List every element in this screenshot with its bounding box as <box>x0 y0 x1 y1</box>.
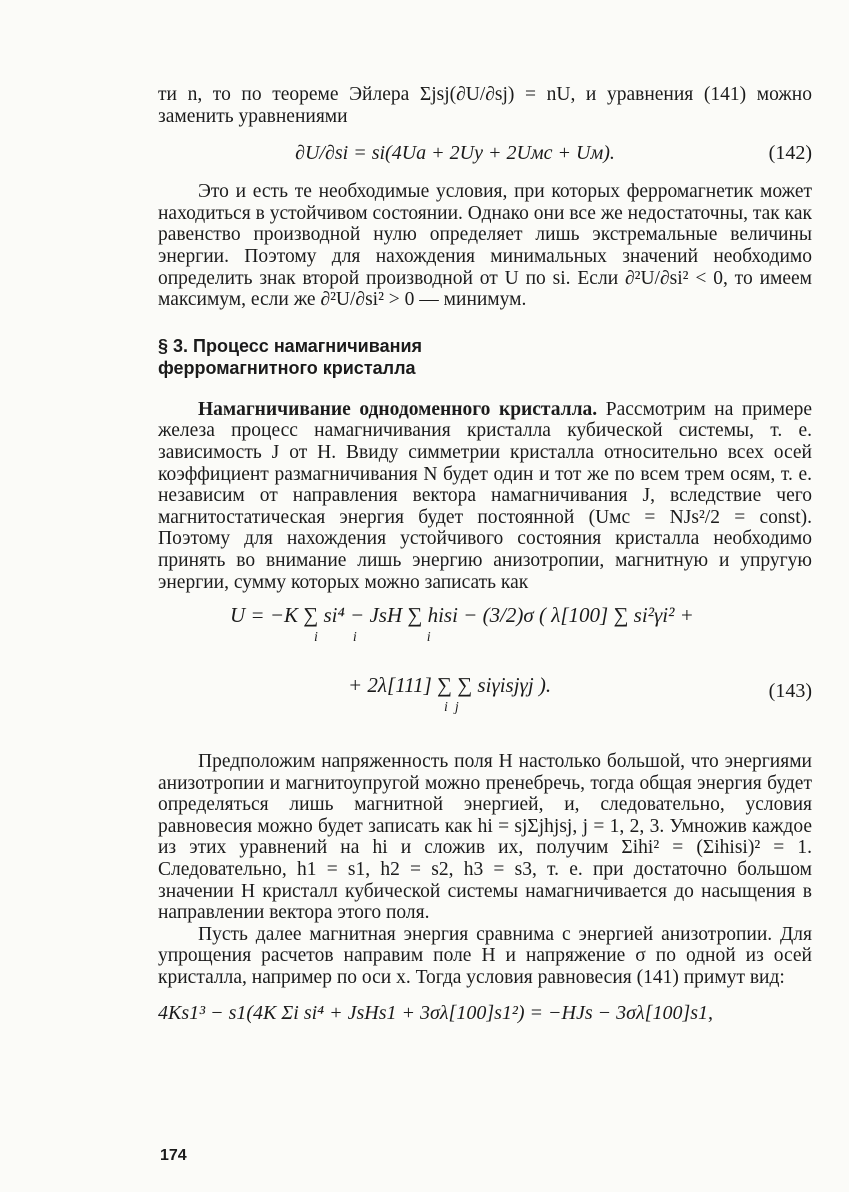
equation-143-line-2-formula: + 2λ[111] ∑ ∑ siγisjγj ). <box>348 673 552 698</box>
section-heading-line-2: ферромагнитного кристалла <box>158 357 416 378</box>
paragraph-3 <box>158 399 812 593</box>
page-body <box>158 84 812 1024</box>
equation-142 <box>158 137 812 173</box>
paragraph-4: Предположим напряженность поля H настолько большой, что энергиями анизотропии и магнитоупругой можно пренебречь, тогда общая энергия будет определяться лишь магнитной энергией, и, следовательно, условия равновесия можно будет записать как hi = sjΣjhjsj, j = 1, 2, 3. Умножив каждое из этих уравнений на hi и сложив их, получим Σihi² = (Σihisi)² = 1. Следовательно, h1 = s1, h2 = s2, h3 = s3, т. е. при достаточно большом значении H кристалл кубической системы намагничивается до насыщения в направлении вектора этого поля. <box>158 751 812 924</box>
equation-143-line-1 <box>230 605 694 648</box>
equation-143-line-2-subscripts: i j <box>444 699 459 715</box>
equation-142-number: (142) <box>768 142 812 165</box>
equation-143-line-1-formula: U = −K ∑ si⁴ − JsH ∑ hisi − (3/2)σ ( λ[100] ∑ si²γi² + <box>230 603 694 628</box>
section-heading <box>158 335 812 379</box>
equation-143-number: (143) <box>768 680 812 703</box>
paragraph-1: ти n, то по теореме Эйлера Σjsj(∂U/∂sj) = nU, и уравнения (141) можно заменить уравнениями <box>158 84 812 127</box>
page-number: 174 <box>160 1147 187 1164</box>
equation-143-line-1-subscripts: i i i <box>314 629 431 645</box>
equation-143 <box>158 597 812 737</box>
equation-equilibrium: 4Ks1³ − s1(4K Σi si⁴ + JsHs1 + 3σλ[100]s1²) = −HJs − 3σλ[100]s1, <box>158 1001 714 1024</box>
equation-142-formula: ∂U/∂si = si(4Ua + 2Uу + 2Uмс + Uм). <box>295 142 615 165</box>
paragraph-2: Это и есть те необходимые условия, при которых ферромагнетик может находиться в устойчивом состоянии. Однако они все же недостаточны, так как равенство производной нулю определяет лишь экстремальные величины энергии. Поэтому для нахождения минимальных значений необходимо определить знак второй производной от U по si. Если ∂²U/∂si² < 0, то имеем максимум, если же ∂²U/∂si² > 0 — минимум. <box>158 181 812 311</box>
equation-143-line-2 <box>348 675 551 718</box>
paragraph-3-text: Рассмотрим на примере железа процесс намагничивания кристалла кубической системы, т. е. зависимость J от H. Ввиду симметрии кристалла относительно всех осей коэффициент размагничивания N будет один и тот же по всем трем осям, т. е. независим от направления вектора намагничивания J, вследствие чего магнитостатическая энергия будет постоянной (Uмс = NJs²/2 = const). Поэтому для нахождения устойчивого состояния кристалла необходимо принять во внимание лишь энергию анизотропии, магнитную и упругую энергии, сумму которых можно записать как <box>158 398 812 593</box>
runin-title: Намагничивание однодоменного кристалла. <box>198 398 598 420</box>
paragraph-5: Пусть далее магнитная энергия сравнима с энергией анизотропии. Для упрощения расчетов направим поле H и напряжение σ по одной из осей кристалла, например по оси x. Тогда условия равновесия (141) примут вид: <box>158 923 812 989</box>
section-heading-line-1: § 3. Процесс намагничивания <box>158 335 423 356</box>
